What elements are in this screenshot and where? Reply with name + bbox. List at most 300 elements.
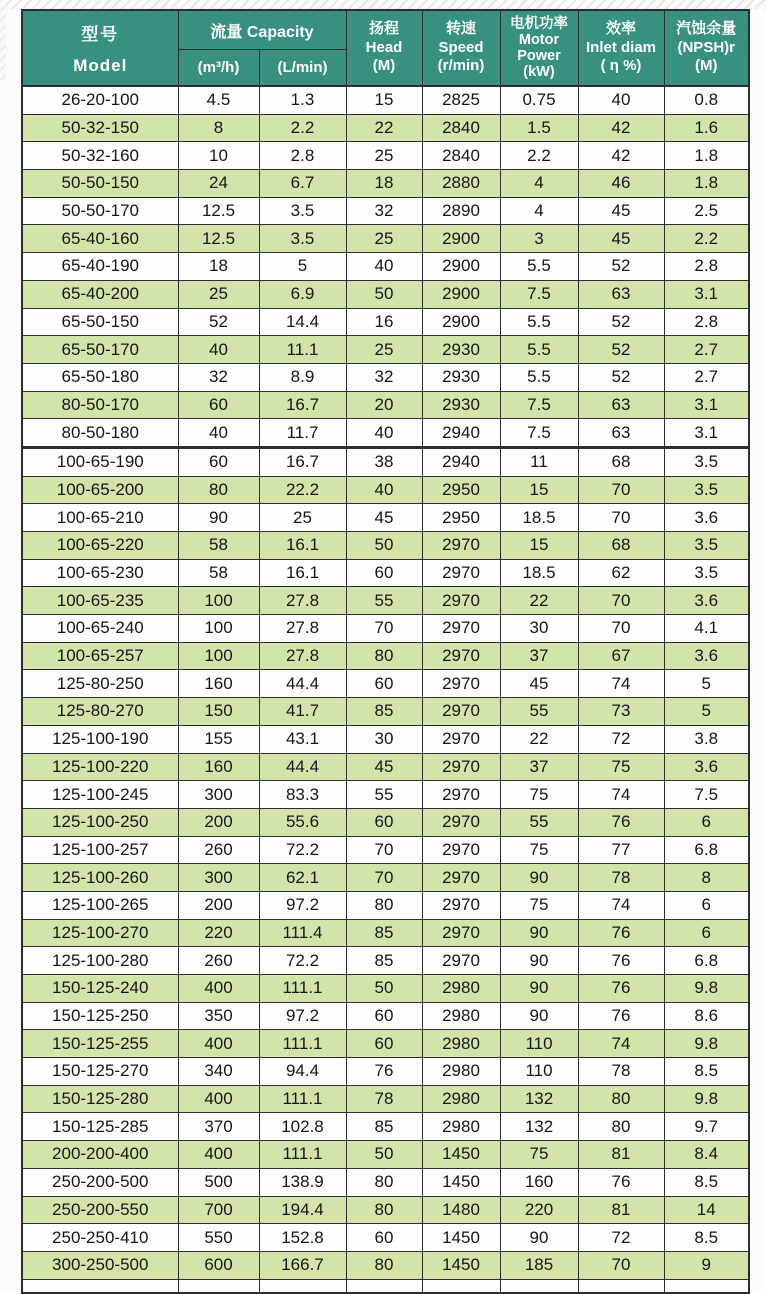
value-cell: 2970 [422,587,500,615]
value-cell: 3.1 [664,280,749,308]
value-cell: 100 [178,587,259,615]
value-cell: 8 [178,114,259,142]
value-cell: 11.7 [259,419,346,448]
value-cell: 2930 [422,391,500,419]
value-cell: 370 [178,1113,259,1141]
value-cell: 80 [578,1113,664,1141]
value-cell: 111.1 [259,1085,346,1113]
value-cell: 150 [178,698,259,726]
table-row [22,1113,749,1141]
value-cell: 52 [578,363,664,391]
value-cell: 2.7 [664,363,749,391]
value-cell: 1.5 [500,114,578,142]
table-row [22,864,749,892]
model-cell: 150-125-240 [22,975,178,1003]
table-row [22,1141,749,1169]
value-cell: 3.8 [664,725,749,753]
value-cell: 4.1 [664,615,749,643]
value-cell: 76 [578,1168,664,1196]
value-cell: 2970 [422,808,500,836]
value-cell: 42 [578,114,664,142]
table-row [22,1002,749,1030]
table-row [22,891,749,919]
value-cell: 2.8 [664,253,749,281]
empty-cell [664,1279,749,1293]
table-row [22,476,749,504]
value-cell: 5 [664,670,749,698]
model-cell: 125-80-270 [22,698,178,726]
value-cell: 46 [578,170,664,198]
value-cell: 55 [500,808,578,836]
value-cell: 132 [500,1113,578,1141]
value-cell: 5.5 [500,308,578,336]
value-cell: 25 [259,504,346,532]
value-cell: 200 [178,891,259,919]
value-cell: 80 [178,476,259,504]
table-row [22,114,749,142]
value-cell: 50 [346,1141,422,1169]
col-subheader-lmin-label: (L/min) [277,59,328,76]
value-cell: 100 [178,615,259,643]
col-header-speed-unit: (r/min) [437,57,485,75]
model-cell: 100-65-230 [22,559,178,587]
value-cell: 20 [346,391,422,419]
table-row [22,725,749,753]
value-cell: 14.4 [259,308,346,336]
value-cell: 2970 [422,615,500,643]
value-cell: 2970 [422,559,500,587]
value-cell: 400 [178,1141,259,1169]
model-cell: 50-50-150 [22,170,178,198]
col-header-speed [422,10,500,86]
col-header-speed-zh: 转速 [445,19,476,37]
table-row [22,308,749,336]
value-cell: 3.5 [664,559,749,587]
value-cell: 75 [500,1141,578,1169]
value-cell: 55 [346,781,422,809]
value-cell: 76 [578,919,664,947]
value-cell: 6.8 [664,836,749,864]
table-row [22,615,749,643]
value-cell: 22.2 [259,476,346,504]
value-cell: 37 [500,642,578,670]
value-cell: 90 [178,504,259,532]
table-row [22,836,749,864]
col-header-head-en: Head [365,38,403,56]
value-cell: 97.2 [259,1002,346,1030]
value-cell: 3.1 [664,391,749,419]
value-cell: 40 [346,476,422,504]
value-cell: 18.5 [500,559,578,587]
model-cell: 100-65-235 [22,587,178,615]
value-cell: 138.9 [259,1168,346,1196]
value-cell: 8.6 [664,1002,749,1030]
table-row [22,170,749,198]
value-cell: 90 [500,975,578,1003]
value-cell: 2950 [422,504,500,532]
table-row [22,1251,749,1279]
model-cell: 150-125-250 [22,1002,178,1030]
value-cell: 16.7 [259,447,346,476]
model-cell: 65-50-170 [22,336,178,364]
value-cell: 85 [346,919,422,947]
table-row [22,698,749,726]
value-cell: 60 [178,447,259,476]
table-row [22,142,749,170]
model-cell: 125-100-250 [22,808,178,836]
value-cell: 7.5 [500,419,578,448]
model-cell: 100-65-240 [22,615,178,643]
model-cell: 125-80-250 [22,670,178,698]
value-cell: 60 [346,808,422,836]
value-cell: 2980 [422,975,500,1003]
table-row [22,919,749,947]
value-cell: 9.8 [664,975,749,1003]
value-cell: 45 [578,197,664,225]
table-row [22,391,749,419]
value-cell: 111.1 [259,1030,346,1058]
value-cell: 2.5 [664,197,749,225]
value-cell: 6.9 [259,280,346,308]
value-cell: 12.5 [178,197,259,225]
value-cell: 81 [578,1196,664,1224]
table-row [22,197,749,225]
value-cell: 58 [178,532,259,560]
value-cell: 194.4 [259,1196,346,1224]
value-cell: 5 [664,698,749,726]
value-cell: 25 [178,280,259,308]
value-cell: 2840 [422,114,500,142]
value-cell: 80 [346,1251,422,1279]
value-cell: 74 [578,670,664,698]
value-cell: 3.6 [664,587,749,615]
value-cell: 1.3 [259,86,346,114]
value-cell: 67 [578,642,664,670]
value-cell: 2940 [422,419,500,448]
col-header-power-en1: Motor [518,31,560,48]
value-cell: 111.1 [259,1141,346,1169]
table-row [22,280,749,308]
value-cell: 2970 [422,532,500,560]
value-cell: 5.5 [500,253,578,281]
value-cell: 45 [500,670,578,698]
value-cell: 24 [178,170,259,198]
value-cell: 40 [178,336,259,364]
value-cell: 2970 [422,753,500,781]
value-cell: 68 [578,447,664,476]
value-cell: 3.5 [259,225,346,253]
value-cell: 45 [346,504,422,532]
table-row [22,1030,749,1058]
value-cell: 2.2 [500,142,578,170]
table-row [22,363,749,391]
value-cell: 97.2 [259,891,346,919]
model-cell: 250-200-500 [22,1168,178,1196]
col-header-power-unit: (kW) [523,64,555,81]
value-cell: 75 [500,781,578,809]
value-cell: 2970 [422,836,500,864]
value-cell: 70 [346,864,422,892]
value-cell: 1450 [422,1251,500,1279]
value-cell: 2825 [422,86,500,114]
value-cell: 52 [578,308,664,336]
value-cell: 1450 [422,1224,500,1252]
value-cell: 22 [500,725,578,753]
value-cell: 550 [178,1224,259,1252]
value-cell: 80 [578,1085,664,1113]
value-cell: 7.5 [500,391,578,419]
value-cell: 75 [578,753,664,781]
value-cell: 38 [346,447,422,476]
value-cell: 111.4 [259,919,346,947]
value-cell: 160 [178,753,259,781]
value-cell: 27.8 [259,642,346,670]
value-cell: 40 [178,419,259,448]
value-cell: 2.7 [664,336,749,364]
value-cell: 16.7 [259,391,346,419]
value-cell: 6 [664,891,749,919]
value-cell: 15 [346,86,422,114]
value-cell: 70 [578,504,664,532]
col-header-power-en2: Power [517,48,561,64]
value-cell: 70 [578,476,664,504]
value-cell: 80 [346,1168,422,1196]
value-cell: 3.6 [664,753,749,781]
value-cell: 74 [578,1030,664,1058]
model-cell: 150-125-255 [22,1030,178,1058]
col-header-efficiency-zh: 效率 [605,19,636,37]
value-cell: 30 [500,615,578,643]
model-cell: 150-125-285 [22,1113,178,1141]
model-cell: 250-200-550 [22,1196,178,1224]
value-cell: 3.6 [664,642,749,670]
value-cell: 10 [178,142,259,170]
value-cell: 42 [578,142,664,170]
col-header-model [22,10,178,86]
value-cell: 3.1 [664,419,749,448]
col-header-speed-en: Speed [438,38,484,56]
value-cell: 2970 [422,725,500,753]
value-cell: 76 [578,947,664,975]
model-cell: 100-65-190 [22,447,178,476]
value-cell: 25 [346,142,422,170]
value-cell: 16 [346,308,422,336]
value-cell: 3.5 [664,447,749,476]
model-cell: 100-65-210 [22,504,178,532]
table-row [22,1168,749,1196]
model-cell: 200-200-400 [22,1141,178,1169]
model-cell: 100-65-257 [22,642,178,670]
table-row-cutoff [22,1279,749,1293]
col-header-npsh [664,10,749,86]
value-cell: 2930 [422,363,500,391]
value-cell: 2940 [422,447,500,476]
value-cell: 8 [664,864,749,892]
value-cell: 166.7 [259,1251,346,1279]
value-cell: 1450 [422,1141,500,1169]
value-cell: 0.8 [664,86,749,114]
value-cell: 37 [500,753,578,781]
col-header-efficiency-unit: ( η %) [600,57,642,75]
value-cell: 2980 [422,1058,500,1086]
value-cell: 11 [500,447,578,476]
top-hatch-texture [0,0,766,9]
value-cell: 2970 [422,864,500,892]
value-cell: 1480 [422,1196,500,1224]
value-cell: 110 [500,1030,578,1058]
model-cell: 65-50-150 [22,308,178,336]
model-cell: 125-100-257 [22,836,178,864]
value-cell: 3.6 [664,504,749,532]
model-cell: 80-50-180 [22,419,178,448]
model-cell: 100-65-220 [22,532,178,560]
value-cell: 2900 [422,253,500,281]
value-cell: 70 [578,615,664,643]
table-row [22,532,749,560]
value-cell: 44.4 [259,753,346,781]
value-cell: 15 [500,532,578,560]
table-row [22,781,749,809]
col-header-model-en: Model [73,56,128,75]
col-header-head-unit: (M) [372,57,396,75]
value-cell: 2900 [422,308,500,336]
value-cell: 72.2 [259,836,346,864]
model-cell: 125-100-245 [22,781,178,809]
value-cell: 81 [578,1141,664,1169]
value-cell: 6 [664,919,749,947]
value-cell: 18.5 [500,504,578,532]
value-cell: 32 [178,363,259,391]
value-cell: 2970 [422,670,500,698]
value-cell: 68 [578,532,664,560]
value-cell: 14 [664,1196,749,1224]
value-cell: 2840 [422,142,500,170]
value-cell: 8.5 [664,1058,749,1086]
empty-cell [500,1279,578,1293]
table-row [22,336,749,364]
value-cell: 110 [500,1058,578,1086]
value-cell: 22 [500,587,578,615]
col-subheader-lmin [259,50,346,87]
value-cell: 400 [178,975,259,1003]
table-row [22,225,749,253]
value-cell: 7.5 [664,781,749,809]
model-cell: 50-32-150 [22,114,178,142]
empty-cell [178,1279,259,1293]
value-cell: 5.5 [500,363,578,391]
value-cell: 200 [178,808,259,836]
empty-cell [22,1279,178,1293]
value-cell: 55 [500,698,578,726]
value-cell: 72.2 [259,947,346,975]
value-cell: 90 [500,864,578,892]
model-cell: 100-65-200 [22,476,178,504]
col-header-efficiency [578,10,664,86]
value-cell: 78 [346,1085,422,1113]
value-cell: 220 [178,919,259,947]
value-cell: 52 [178,308,259,336]
value-cell: 2980 [422,1113,500,1141]
value-cell: 78 [578,1058,664,1086]
value-cell: 73 [578,698,664,726]
table-row [22,642,749,670]
value-cell: 2970 [422,698,500,726]
model-cell: 50-32-160 [22,142,178,170]
value-cell: 52 [578,336,664,364]
value-cell: 30 [346,725,422,753]
value-cell: 400 [178,1030,259,1058]
value-cell: 160 [500,1168,578,1196]
model-cell: 26-20-100 [22,86,178,114]
model-cell: 150-125-270 [22,1058,178,1086]
empty-cell [259,1279,346,1293]
table-row [22,670,749,698]
col-header-head-zh: 扬程 [368,19,399,37]
value-cell: 8.5 [664,1224,749,1252]
model-cell: 125-100-260 [22,864,178,892]
left-hatch-texture [0,0,6,80]
value-cell: 15 [500,476,578,504]
value-cell: 2930 [422,336,500,364]
value-cell: 50 [346,532,422,560]
value-cell: 3.5 [664,476,749,504]
empty-cell [422,1279,500,1293]
value-cell: 22 [346,114,422,142]
empty-cell [346,1279,422,1293]
pump-spec-table [21,9,750,1294]
model-cell: 50-50-170 [22,197,178,225]
value-cell: 2.8 [259,142,346,170]
value-cell: 4 [500,197,578,225]
value-cell: 9.8 [664,1085,749,1113]
value-cell: 45 [346,753,422,781]
value-cell: 152.8 [259,1224,346,1252]
value-cell: 62.1 [259,864,346,892]
value-cell: 60 [178,391,259,419]
value-cell: 1450 [422,1168,500,1196]
value-cell: 500 [178,1168,259,1196]
value-cell: 2900 [422,280,500,308]
value-cell: 70 [578,587,664,615]
value-cell: 7.5 [500,280,578,308]
value-cell: 5.5 [500,336,578,364]
col-header-head [346,10,422,86]
value-cell: 78 [578,864,664,892]
table-header [22,10,749,86]
value-cell: 27.8 [259,615,346,643]
value-cell: 76 [578,808,664,836]
table-row [22,1196,749,1224]
value-cell: 72 [578,1224,664,1252]
value-cell: 2900 [422,225,500,253]
table-row [22,559,749,587]
value-cell: 16.1 [259,559,346,587]
table-row [22,753,749,781]
value-cell: 2.2 [259,114,346,142]
value-cell: 4.5 [178,86,259,114]
value-cell: 2980 [422,1002,500,1030]
value-cell: 83.3 [259,781,346,809]
col-header-motor-power [500,10,578,86]
model-cell: 80-50-170 [22,391,178,419]
model-cell: 65-40-160 [22,225,178,253]
value-cell: 76 [578,1002,664,1030]
value-cell: 32 [346,363,422,391]
col-header-npsh-zh: 汽蚀余量 [676,19,737,37]
col-header-power-zh: 电机功率 [510,15,568,32]
value-cell: 25 [346,225,422,253]
col-header-npsh-unit: (M) [695,57,718,75]
